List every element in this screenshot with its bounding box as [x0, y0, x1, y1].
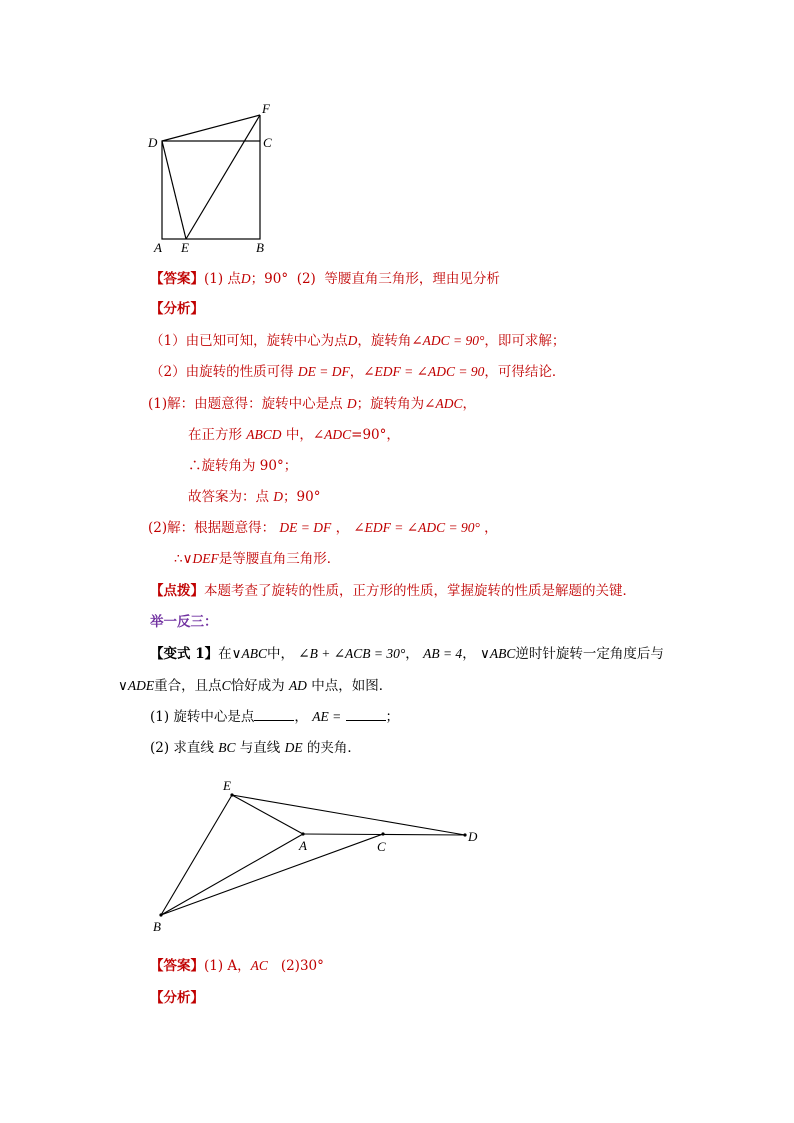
solution-l6-pre: ∴ — [174, 551, 183, 567]
solution-l5-sep: ， — [335, 520, 350, 536]
variant-l1-c: ， — [405, 646, 419, 662]
variant-tag: 【变式 1】 — [150, 646, 219, 662]
label-e: E — [181, 240, 189, 255]
segment-ed — [232, 795, 465, 835]
solution-l2-math: ∠ADC — [312, 427, 352, 442]
analysis-line-2 — [150, 363, 565, 381]
answer-part2-text: 等腰直角三角形，理由见分析 — [324, 271, 500, 287]
analysis-line1-var: D — [347, 333, 358, 348]
solution-l1-math: ∠ADC — [424, 396, 463, 411]
variant-l2-m1: ∨ADE — [118, 678, 155, 693]
answer-1 — [150, 270, 500, 288]
variant-l2-m3: AD — [288, 678, 307, 693]
blank-rotation-center[interactable] — [254, 708, 294, 721]
variant-line-1 — [150, 645, 664, 663]
label-b: B — [256, 240, 264, 255]
tip-text: 本题考查了旋转的性质，正方形的性质，掌握旋转的性质是解题的关键． — [204, 583, 636, 599]
variant-q1-math: AE = — [312, 709, 342, 724]
variant-question-2 — [150, 739, 361, 757]
analysis-line1-post: ，即可求解； — [484, 333, 566, 349]
solution-l6-math: ∨DEF — [182, 551, 219, 566]
answer-tag: 【答案】 — [150, 271, 204, 287]
analysis-line-1 — [150, 332, 565, 350]
analysis2-tag: 【分析】 — [150, 990, 204, 1006]
tip-line — [150, 582, 636, 600]
label-e: E — [223, 778, 231, 793]
variant-q2-c: 的夹角． — [306, 740, 361, 756]
solution-l4-pre: 故答案为：点 — [188, 489, 269, 505]
solution-l2-post: =90°， — [351, 427, 400, 443]
solution-line-6 — [174, 550, 340, 568]
point-e — [230, 793, 233, 796]
variant-question-1 — [150, 708, 399, 726]
figure-square-rotation — [140, 95, 290, 260]
variant-q1-b: ； — [385, 709, 399, 725]
segment-ba — [161, 834, 303, 915]
label-d: D — [468, 829, 478, 844]
variant-l2-c: 中点，如图． — [311, 678, 393, 694]
point-c — [381, 832, 384, 835]
variant-q1-sep: ， — [294, 709, 308, 725]
label-f: F — [262, 101, 270, 116]
answer-part2-num: (2) — [296, 271, 316, 287]
section-title: 举一反三： — [150, 614, 218, 630]
blank-ae-length[interactable] — [346, 708, 386, 721]
solution-l5-post: ， — [484, 520, 498, 536]
variant-l1-d: ， — [462, 646, 476, 662]
variant-line-2 — [118, 677, 392, 695]
answer2-part1-math: AC — [250, 958, 268, 973]
solution-l2-mid: 中， — [285, 427, 313, 443]
variant-l1-m2: ∠B + ∠ACB = 30° — [298, 646, 406, 661]
solution-l1-post: ， — [462, 396, 476, 412]
solution-l1-pre: (1)解：由题意得：旋转中心是点 — [148, 396, 343, 412]
answer-part1-text: 点 — [227, 271, 241, 287]
label-d: D — [148, 135, 158, 150]
analysis-line1-math: ∠ADC = 90° — [411, 333, 485, 348]
answer-part1-var: D — [240, 271, 251, 286]
solution-l1-var: D — [346, 396, 357, 411]
variant-q2-b: 与直线 — [239, 740, 281, 756]
square-abcd — [162, 141, 260, 239]
analysis-line2-pre: （2）由旋转的性质可得 — [150, 364, 294, 380]
answer2-part2-num: (2) — [280, 958, 300, 974]
solution-l4-post: ；90° — [283, 489, 321, 505]
analysis-line2-math1: DE = DF — [297, 364, 350, 379]
variant-q1-num: (1) — [150, 709, 170, 725]
variant-l1-b: 中， — [266, 646, 294, 662]
segment-eb — [161, 795, 232, 915]
variant-q2-a: 求直线 — [173, 740, 214, 756]
segment-df — [162, 115, 260, 141]
answer2-part1-num: (1) — [204, 958, 224, 974]
answer-part1-num: (1) — [204, 271, 224, 287]
answer-part1-rest: ；90° — [250, 271, 289, 287]
label-c: C — [263, 135, 272, 150]
variant-q2-num: (2) — [150, 740, 170, 756]
analysis-line2-post: ，可得结论． — [484, 364, 566, 380]
solution-l6-post: 是等腰直角三角形． — [218, 551, 341, 567]
analysis-line1-mid: ，旋转角 — [357, 333, 412, 349]
solution-l5-pre: (2)解：根据题意得： — [148, 520, 276, 536]
answer-2 — [150, 957, 324, 975]
variant-q2-m1: BC — [218, 740, 236, 755]
point-b — [159, 913, 162, 916]
point-a — [301, 832, 304, 835]
segment-de — [162, 141, 186, 239]
solution-l5-math2: ∠EDF = ∠ADC = 90° — [353, 520, 480, 535]
solution-line-1 — [148, 395, 476, 413]
solution-l2-pre: 在正方形 — [188, 427, 242, 443]
variant-l1-a: 在 — [218, 646, 232, 662]
solution-l2-var: ABCD — [246, 427, 282, 442]
variant-l2-b: 恰好成为 — [230, 678, 285, 694]
variant-l1-m4: ∨ABC — [479, 646, 516, 661]
analysis-line2-math2: ∠EDF = ∠ADC = 90 — [363, 364, 485, 379]
variant-q1-a: 旋转中心是点 — [173, 709, 255, 725]
solution-l4-var: D — [273, 489, 284, 504]
analysis-tag: 【分析】 — [150, 301, 204, 317]
segment-bc — [161, 834, 383, 915]
answer2-part2-val: 30° — [299, 958, 324, 974]
variant-l1-e: 逆时针旋转一定角度后与 — [515, 646, 664, 662]
analysis-line1-pre: （1）由已知可知，旋转中心为点 — [150, 333, 348, 349]
variant-l1-m1: ∨ABC — [231, 646, 267, 661]
variant-l2-a: 重合，且点 — [154, 678, 222, 694]
answer2-tag: 【答案】 — [150, 958, 204, 974]
variant-l1-m3: AB = 4 — [423, 646, 463, 661]
solution-line-4 — [188, 488, 320, 506]
solution-l1-mid: ；旋转角为 — [356, 396, 425, 412]
figure-triangle-rotation — [145, 775, 490, 940]
point-d — [463, 833, 466, 836]
variant-l2-m2: C — [221, 678, 231, 693]
solution-line-2 — [188, 426, 400, 444]
analysis-line2-sep: ， — [349, 364, 364, 380]
tip-tag: 【点拨】 — [150, 583, 204, 599]
label-a: A — [154, 240, 162, 255]
solution-l5-math1: DE = DF — [279, 520, 332, 535]
label-c: C — [377, 839, 386, 854]
label-a: A — [299, 838, 307, 853]
answer2-part1-a: A， — [227, 958, 251, 974]
solution-line-3: ∴旋转角为 90°； — [188, 458, 298, 474]
segment-ef — [186, 115, 260, 239]
variant-q2-m2: DE — [284, 740, 303, 755]
solution-line-5 — [148, 519, 498, 537]
label-b: B — [153, 919, 161, 934]
